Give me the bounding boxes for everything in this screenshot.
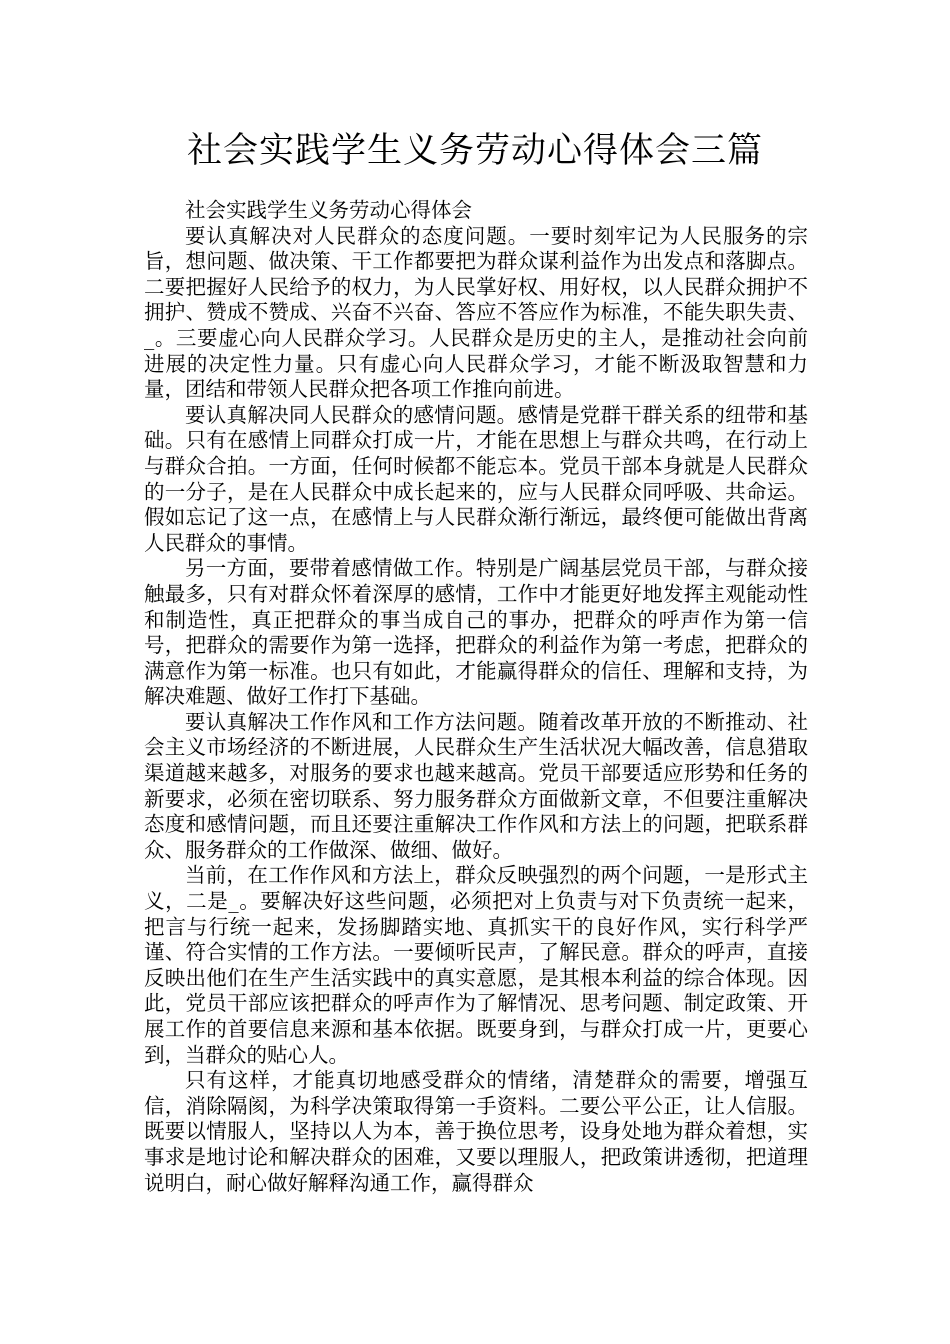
paragraph-1: 要认真解决对人民群众的态度问题。一要时刻牢记为人民服务的宗旨，想问题、做决策、干工作都要把为群众谋利益作为出发点和落脚点。二要把握好人民给予的权力，为人民掌好权、用好权，以人民群众拥护不拥护、赞成不赞成、兴奋不兴奋、答应不答应作为标准，不能失职失责、_。三要虚心向人民群众学习。人民群众是历史的主人，是推动社会向前进展的决定性力量。只有虚心向人民群众学习，才能不断汲取智慧和力量，团结和带领人民群众把各项工作推向前进。 [144, 223, 808, 402]
paragraph-4: 要认真解决工作作风和工作方法问题。随着改革开放的不断推动、社会主义市场经济的不断进展，人民群众生产生活状况大幅改善，信息猎取渠道越来越多，对服务的要求也越来越高。党员干部要适应形势和任务的新要求，必须在密切联系、努力服务群众方面做新文章，不但要注重解决态度和感情问题，而且还要注重解决工作作风和方法上的问题，把联系群众、服务群众的工作做深、做细、做好。 [144, 709, 808, 862]
paragraph-2: 要认真解决同人民群众的感情问题。感情是党群干群关系的纽带和基础。只有在感情上同群众打成一片，才能在思想上与群众共鸣，在行动上与群众合拍。一方面，任何时候都不能忘本。党员干部本身就是人民群众的一分子，是在人民群众中成长起来的，应与人民群众同呼吸、共命运。假如忘记了这一点，在感情上与人民群众渐行渐远，最终便可能做出背离人民群众的事情。 [144, 402, 808, 555]
paragraph-3: 另一方面，要带着感情做工作。特别是广阔基层党员干部，与群众接触最多，只有对群众怀着深厚的感情，工作中才能更好地发挥主观能动性和制造性，真正把群众的事当成自己的事办，把群众的呼声作为第一信号，把群众的需要作为第一选择，把群众的利益作为第一考虑，把群众的满意作为第一标准。也只有如此，才能赢得群众的信任、理解和支持，为解决难题、做好工作打下基础。 [144, 556, 808, 709]
paragraph-5: 当前，在工作作风和方法上，群众反映强烈的两个问题，一是形式主义，二是_。要解决好这些问题，必须把对上负责与对下负责统一起来，把言与行统一起来，发扬脚踏实地、真抓实干的良好作风，实行科学严谨、符合实情的工作方法。一要倾听民声，了解民意。群众的呼声，直接反映出他们在生产生活实践中的真实意愿，是其根本利益的综合体现。因此，党员干部应该把群众的呼声作为了解情况、思考问题、制定政策、开展工作的首要信息来源和基本依据。既要身到，与群众打成一片，更要心到，当群众的贴心人。 [144, 863, 808, 1067]
document-body [144, 198, 808, 1196]
paragraph-6: 只有这样，才能真切地感受群众的情绪，清楚群众的需要，增强互信，消除隔阂，为科学决策取得第一手资料。二要公平公正，让人信服。既要以情服人，坚持以人为本，善于换位思考，设身处地为群众着想，实事求是地讨论和解决群众的困难，又要以理服人，把政策讲透彻，把道理说明白，耐心做好解释沟通工作，赢得群众 [144, 1068, 808, 1195]
document-subtitle: 社会实践学生义务劳动心得体会 [185, 198, 472, 222]
document-title: 社会实践学生义务劳动心得体会三篇 [186, 131, 763, 171]
